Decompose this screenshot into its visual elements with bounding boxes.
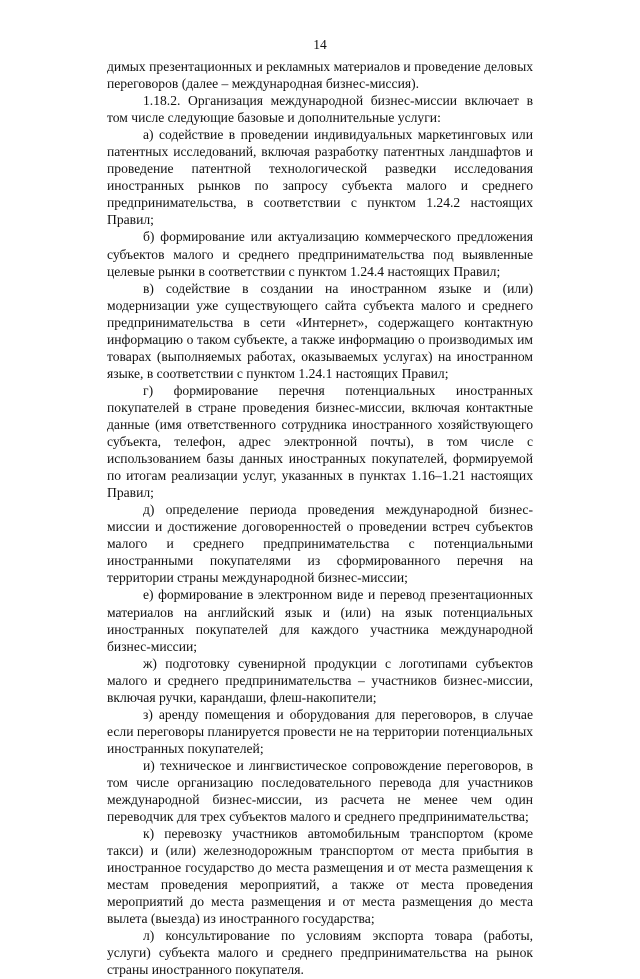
list-item-d: д) определение периода проведения международной бизнес-миссии и достижение договоренностей о проведении встреч субъектов малого и среднего предпринимательства с потенциальными иностранными покупателями из сформированного перечня на территории страны международной бизнес-миссии;	[107, 502, 533, 586]
list-item-i: и) техническое и лингвистическое сопровождение переговоров, в том числе организацию последовательного перевода для участников международной бизнес-миссии, из расчета не менее чем один переводчик для трех субъектов малого и среднего предпринимательства;	[107, 757, 533, 825]
list-item-g: г) формирование перечня потенциальных иностранных покупателей в стране проведения бизнес-миссии, включая контактные данные (имя ответственного сотрудника иностранного хозяйствующего субъекта, телефон, адрес электронной почты), в том числе с использованием базы данных иностранных покупателей, формируемой по итогам реализации услуг, указанных в пунктах 1.16–1.21 настоящих Правил;	[107, 382, 533, 501]
list-item-b: б) формирование или актуализацию коммерческого предложения субъектов малого и среднего предпринимательства под выявленные целевые рынки в соответствии с пунктом 1.24.4 настоящих Правил;	[107, 229, 533, 279]
list-item-e: е) формирование в электронном виде и перевод презентационных материалов на английский язык и (или) на язык потенциальных иностранных покупателей для каждого участника международной бизнес-миссии;	[107, 587, 533, 654]
document-body	[107, 58, 533, 979]
list-item-k: к) перевозку участников автомобильным транспортом (кроме такси) и (или) железнодорожным транспортом от места прибытия в иностранное государство до места размещения и от места размещения к местам проведения мероприятий, а также от места проведения мероприятий до места размещения и от места размещения до места вылета (выезда) из иностранного государства;	[107, 826, 533, 927]
list-item-z: з) аренду помещения и оборудования для переговоров, в случае если переговоры планируется провести не на территории потенциальных иностранных покупателей;	[107, 706, 534, 756]
page-number: 14	[313, 37, 327, 52]
list-item-v: в) содействие в создании на иностранном языке и (или) модернизации уже существующего сайта субъекта малого и среднего предпринимательства в сети «Интернет», содержащего контактную информацию о таком субъекте, а также информацию о производимых им товарах (выполняемых работах, оказываемых услугах) на иностранном языке, в соответствии с пунктом 1.24.1 настоящих Правил;	[107, 280, 533, 381]
paragraph-continuation: димых презентационных и рекламных материалов и проведение деловых переговоров (далее – международная бизнес-миссия).	[107, 59, 533, 92]
list-item-a: а) содействие в проведении индивидуальных маркетинговых или патентных исследований, включая разработку патентных ландшафтов и проведение патентной технологической разведки исследования иностранных рынков по запросу субъекта малого и среднего предпринимательства, в соответствии с пунктом 1.24.2 настоящих Правил;	[107, 127, 533, 228]
list-item-zh: ж) подготовку сувенирной продукции с логотипами субъектов малого и среднего предпринимательства – участников бизнес-миссии, включая ручки, карандаши, флеш-накопители;	[107, 655, 533, 705]
paragraph-1-18-2: 1.18.2. Организация международной бизнес-миссии включает в том числе следующие базовые и дополнительные услуги:	[107, 93, 533, 126]
list-item-l: л) консультирование по условиям экспорта товара (работы, услуги) субъекта малого и среднего предпринимательства на рынок страны иностранного покупателя.	[107, 928, 533, 978]
